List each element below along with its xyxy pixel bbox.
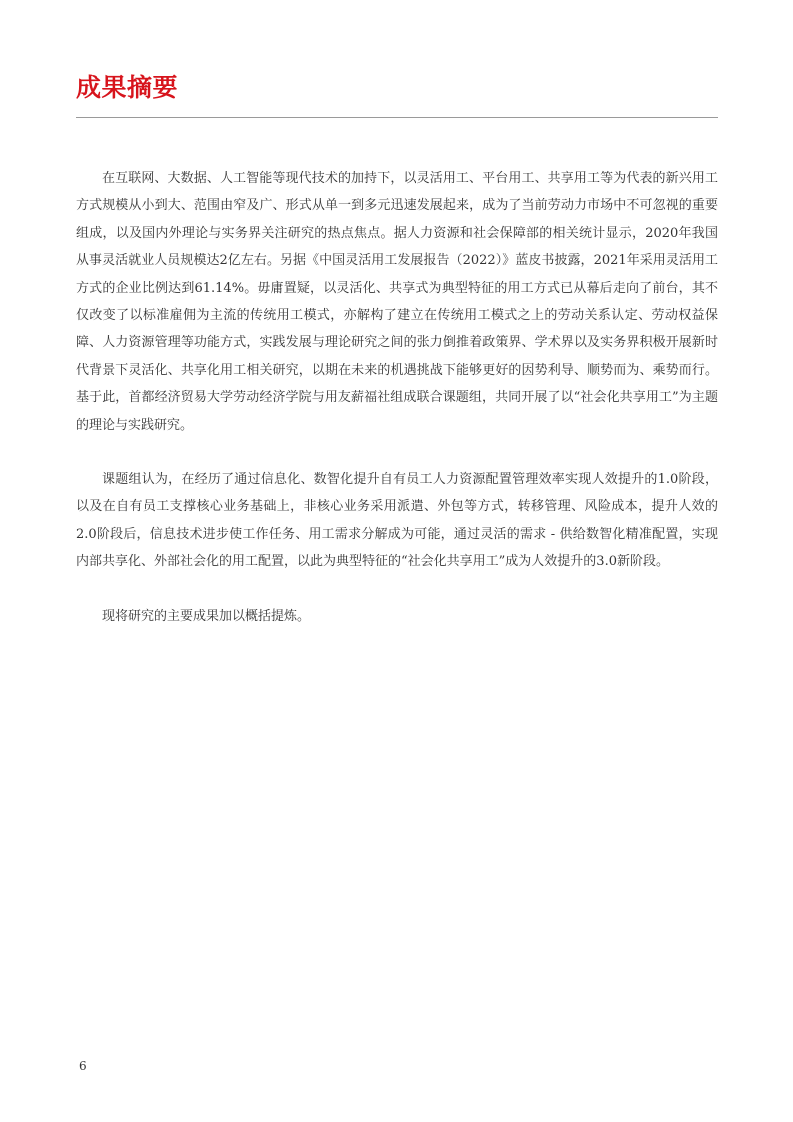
paragraph-3: 现将研究的主要成果加以概括提炼。: [102, 608, 311, 624]
summary-body: [76, 165, 718, 630]
paragraph-2: 课题组认为，在经历了通过信息化、数智化提升自有员工人力资源配置管理效率实现人效提升的1.0阶段，以及在自有员工支撑核心业务基础上，非核心业务采用派遣、外包等方式，转移管理、风险成本，提升人效的2.0阶段后，信息技术进步使工作任务、用工需求分解成为可能，通过灵活的需求 - 供给数智化精准配置，实现内部共享化、外部社会化的用工配置，以此为典型特征的“社会化共享用工”成为人效提升的3.0新阶段。: [76, 472, 718, 570]
page-number: 6: [79, 1059, 87, 1073]
page-title: 成果摘要: [76, 73, 179, 102]
paragraph-1: 在互联网、大数据、人工智能等现代技术的加持下，以灵活用工、平台用工、共享用工等为代表的新兴用工方式规模从小到大、范围由窄及广、形式从单一到多元迅速发展起来，成为了当前劳动力市场中不可忽视的重要组成，以及国内外理论与实务界关注研究的热点焦点。据人力资源和社会保障部的相关统计显示，2020年我国从事灵活就业人员规模达2亿左右。另据《中国灵活用工发展报告（2022）》蓝皮书披露，2021年采用灵活用工方式的企业比例达到61.14%。毋庸置疑，以灵活化、共享式为典型特征的用工方式已从幕后走向了前台，其不仅改变了以标准雇佣为主流的传统用工模式，亦解构了建立在传统用工模式之上的劳动关系认定、劳动权益保障、人力资源管理等功能方式，实践发展与理论研究之间的张力倒推着政策界、学术界以及实务界积极开展新时代背景下灵活化、共享化用工相关研究，以期在未来的机遇挑战下能够更好的因势利导、顺势而为、乘势而行。基于此，首都经济贸易大学劳动经济学院与用友薪福社组成联合课题组，共同开展了以“社会化共享用工”为主题的理论与实践研究。: [76, 171, 718, 433]
title-divider: [76, 117, 718, 118]
